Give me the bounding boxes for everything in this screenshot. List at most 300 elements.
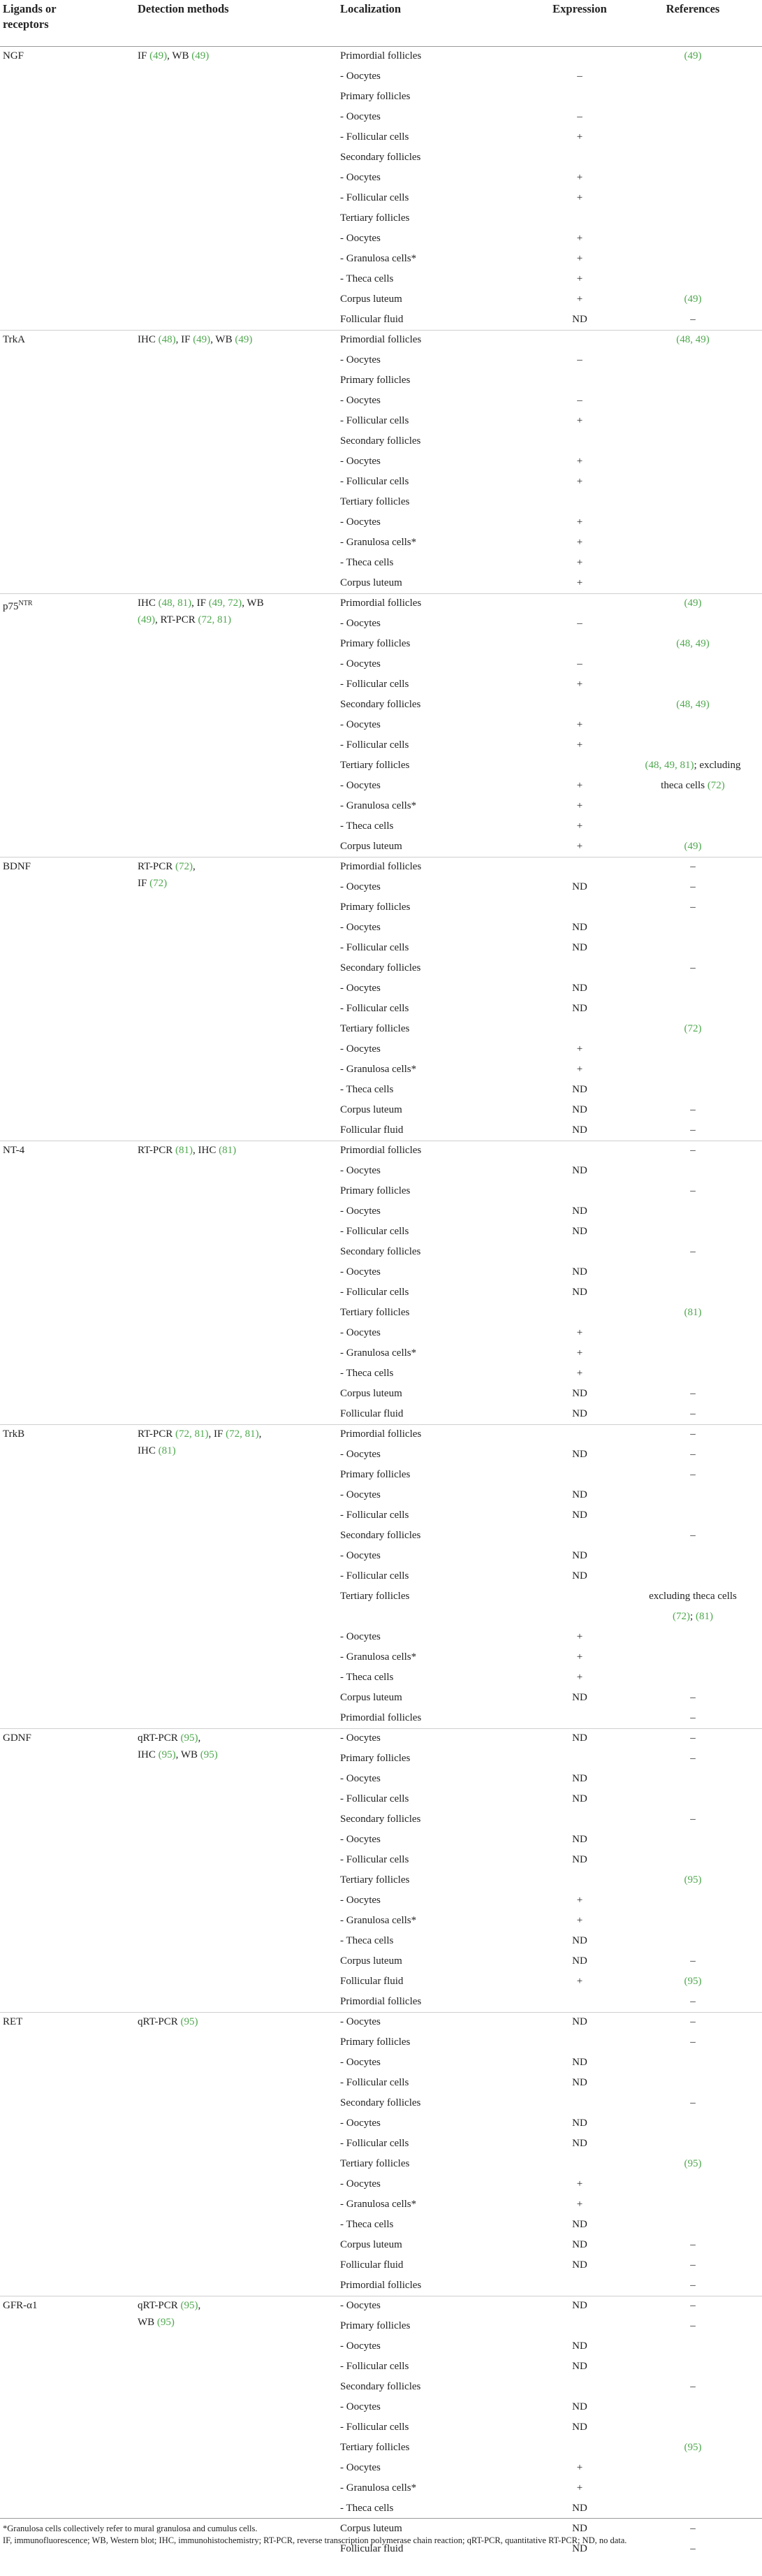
- reference-text: IF: [138, 50, 150, 61]
- table-row: [0, 1566, 762, 1586]
- citation-link[interactable]: (95): [684, 1874, 702, 1886]
- expression-cell: +: [576, 1672, 583, 1683]
- table-row: [0, 1850, 762, 1870]
- table-row: [0, 1201, 762, 1222]
- localization-cell: - Oocytes: [340, 1895, 381, 1906]
- citation-link[interactable]: (49): [193, 334, 211, 345]
- ligand-name: BDNF: [3, 861, 31, 872]
- localization-cell: - Theca cells: [340, 2503, 394, 2514]
- reference-text: , IHC: [193, 1145, 219, 1156]
- table-row: [0, 1445, 762, 1465]
- expression-cell: ND: [572, 1165, 587, 1176]
- expression-cell: ND: [572, 2239, 587, 2250]
- localization-cell: - Oocytes: [340, 719, 381, 730]
- localization-cell: Secondary follicles: [340, 435, 421, 447]
- reference-text: RT-PCR: [138, 1428, 175, 1440]
- references-cell: [624, 857, 762, 877]
- localization-cell: Corpus luteum: [340, 1388, 402, 1399]
- table-row: [0, 1890, 762, 1911]
- localization-cell: Primary follicles: [340, 2320, 411, 2331]
- reference-text: –: [690, 1955, 696, 1967]
- citation-link[interactable]: (95): [180, 1732, 198, 1744]
- reference-text: –: [690, 2239, 696, 2250]
- references-cell: [624, 776, 762, 796]
- localization-cell: - Theca cells: [340, 273, 394, 284]
- expression-cell: ND: [572, 1124, 587, 1136]
- references-cell: [624, 1242, 762, 1262]
- localization-cell: Secondary follicles: [340, 152, 421, 163]
- citation-link[interactable]: (48, 49): [676, 334, 710, 345]
- detection-methods: [138, 2012, 340, 2032]
- table-row: [0, 431, 762, 451]
- localization-cell: - Follicular cells: [340, 2361, 409, 2372]
- references-cell: [624, 1384, 762, 1404]
- expression-cell: +: [576, 820, 583, 832]
- citation-link[interactable]: (95): [180, 2300, 198, 2311]
- citation-link[interactable]: (81): [175, 1145, 193, 1156]
- localization-cell: - Follicular cells: [340, 1226, 409, 1237]
- localization-cell: - Granulosa cells*: [340, 1915, 417, 1926]
- expression-cell: +: [576, 1651, 583, 1663]
- citation-link[interactable]: (49): [684, 50, 702, 61]
- footnote-abbreviations: IF, immunofluorescence; WB, Western blot; IHC, immunohistochemistry; RT-PCR, reverse transcription polymerase chain reaction; qRT-PCR, quantitative RT-PCR; ND, no data.: [3, 2535, 627, 2545]
- localization-cell: Primordial follicles: [340, 1428, 422, 1440]
- citation-link[interactable]: (81): [684, 1307, 702, 1318]
- ligand-name: TrkA: [3, 334, 25, 345]
- expression-cell: ND: [572, 2422, 587, 2433]
- reference-text: –: [690, 1185, 696, 1196]
- table-row: [0, 999, 762, 1019]
- expression-cell: ND: [572, 1287, 587, 1298]
- ligand-name: NGF: [3, 50, 24, 61]
- header-ligands-line2: receptors: [3, 17, 49, 31]
- table-row: [0, 229, 762, 249]
- reference-text: –: [690, 2320, 696, 2331]
- reference-text: RT-PCR: [138, 861, 175, 872]
- localization-cell: - Follicular cells: [340, 739, 409, 751]
- reference-text: –: [690, 962, 696, 974]
- reference-text: , IF: [175, 334, 193, 345]
- ligand-name: $p75^{NTR}$: [3, 600, 33, 612]
- table-row: [0, 2255, 762, 2275]
- expression-cell: ND: [572, 1935, 587, 1946]
- references-cell: [624, 1749, 762, 1769]
- table-row: [0, 1809, 762, 1830]
- expression-cell: +: [576, 1976, 583, 1987]
- citation-link[interactable]: (72): [149, 878, 168, 889]
- reference-text: , WB: [167, 50, 192, 61]
- detection-methods: [138, 1745, 340, 1765]
- localization-cell: - Follicular cells: [340, 1003, 409, 1014]
- localization-cell: - Follicular cells: [340, 1793, 409, 1804]
- localization-cell: Primordial follicles: [340, 334, 422, 345]
- table-row: [0, 1161, 762, 1181]
- table-row: [0, 168, 762, 188]
- expression-cell: +: [576, 1631, 583, 1642]
- localization-cell: - Oocytes: [340, 111, 381, 122]
- table-row: [0, 1688, 762, 1708]
- reference-text: RT-PCR: [138, 1145, 175, 1156]
- localization-cell: - Oocytes: [340, 1550, 381, 1561]
- citation-link[interactable]: (49): [191, 50, 210, 61]
- localization-cell: Primary follicles: [340, 638, 411, 649]
- localization-cell: - Granulosa cells*: [340, 1064, 417, 1075]
- citation-link[interactable]: (48): [158, 334, 176, 345]
- citation-link[interactable]: (48, 49, 81): [645, 760, 694, 771]
- localization-cell: - Oocytes: [340, 172, 381, 183]
- header-ligands-line1: Ligands or: [3, 2, 57, 15]
- expression-cell: ND: [572, 2077, 587, 2088]
- localization-cell: - Oocytes: [340, 1266, 381, 1278]
- table-row: [0, 2275, 762, 2296]
- references-cell: [624, 1445, 762, 1465]
- reference-text: , WB: [210, 334, 235, 345]
- references-cell: [624, 330, 762, 350]
- table-footnote: [3, 2523, 757, 2547]
- table-row: [0, 350, 762, 370]
- expression-cell: +: [576, 1915, 583, 1926]
- localization-cell: - Oocytes: [340, 1206, 381, 1217]
- localization-cell: Tertiary follicles: [340, 1023, 410, 1034]
- table-row: [0, 1971, 762, 1992]
- table-row: [0, 269, 762, 289]
- reference-text: qRT-PCR: [138, 2300, 181, 2311]
- localization-cell: - Follicular cells: [340, 2422, 409, 2433]
- localization-cell: - Theca cells: [340, 1084, 394, 1095]
- localization-cell: - Granulosa cells*: [340, 1347, 417, 1359]
- reference-text: ,: [198, 1732, 201, 1744]
- reference-text: , WB: [242, 598, 264, 609]
- citation-link[interactable]: (81): [695, 1611, 713, 1622]
- table-row: [0, 1769, 762, 1789]
- references-cell: [624, 1100, 762, 1120]
- table-row: [0, 1647, 762, 1667]
- header-detection: Detection methods: [138, 2, 229, 15]
- localization-cell: - Granulosa cells*: [340, 2482, 417, 2494]
- citation-link[interactable]: (49): [684, 841, 702, 852]
- localization-cell: - Oocytes: [340, 2178, 381, 2190]
- table-row: [0, 1708, 762, 1729]
- localization-cell: Corpus luteum: [340, 1104, 402, 1115]
- table-row: [0, 897, 762, 918]
- citation-link[interactable]: (95): [156, 2317, 175, 2328]
- table-row: [0, 1911, 762, 1931]
- localization-cell: Primary follicles: [340, 1469, 411, 1480]
- references-cell: [624, 2032, 762, 2053]
- ligand-name: GDNF: [3, 1732, 31, 1744]
- citation-link[interactable]: (49): [684, 598, 702, 609]
- reference-text: –: [690, 1530, 696, 1541]
- localization-cell: Secondary follicles: [340, 1530, 421, 1541]
- reference-text: IHC: [138, 598, 159, 609]
- table-row: [0, 1526, 762, 1546]
- detection-methods: [138, 874, 340, 894]
- localization-cell: - Follicular cells: [340, 679, 409, 690]
- localization-cell: Primary follicles: [340, 91, 411, 102]
- reference-text: –: [690, 1408, 696, 1419]
- citation-link[interactable]: (72, 81): [198, 614, 231, 625]
- localization-cell: Corpus luteum: [340, 294, 402, 305]
- table-row: [0, 188, 762, 208]
- localization-cell: Secondary follicles: [340, 1246, 421, 1257]
- table-row: [0, 553, 762, 573]
- localization-cell: Primordial follicles: [340, 1996, 422, 2007]
- expression-cell: ND: [572, 2543, 587, 2554]
- expression-cell: ND: [572, 1692, 587, 1703]
- expression-cell: +: [576, 1043, 583, 1055]
- citation-link[interactable]: (49): [149, 50, 168, 61]
- expression-cell: +: [576, 1064, 583, 1075]
- expression-cell: ND: [572, 2300, 587, 2311]
- expression-cell: ND: [572, 1084, 587, 1095]
- citation-link[interactable]: (72): [673, 1611, 691, 1622]
- table-row: [0, 1303, 762, 1323]
- expression-cell: +: [576, 739, 583, 751]
- expression-cell: +: [576, 192, 583, 203]
- localization-cell: - Oocytes: [340, 618, 381, 629]
- citation-link[interactable]: (95): [684, 1976, 702, 1987]
- table-row: [0, 674, 762, 695]
- localization-cell: - Follicular cells: [340, 942, 409, 953]
- citation-link[interactable]: (95): [180, 2016, 198, 2027]
- localization-cell: Secondary follicles: [340, 2097, 421, 2108]
- expression-cell: –: [577, 111, 583, 122]
- citation-link[interactable]: (48, 49): [676, 699, 710, 710]
- table-row: [0, 2053, 762, 2073]
- citation-link[interactable]: (49): [684, 294, 702, 305]
- localization-cell: - Granulosa cells*: [340, 1651, 417, 1663]
- citation-link[interactable]: (72): [707, 780, 725, 791]
- table-row: [0, 1667, 762, 1688]
- localization-cell: - Oocytes: [340, 658, 381, 670]
- references-cell: [624, 2255, 762, 2275]
- localization-cell: Primordial follicles: [340, 2280, 422, 2291]
- table-row: [0, 2154, 762, 2174]
- expression-cell: ND: [572, 1388, 587, 1399]
- reference-text: , IF: [208, 1428, 226, 1440]
- references-cell: [624, 755, 762, 776]
- footnote-rule: [0, 2518, 762, 2519]
- table-row: [0, 1465, 762, 1485]
- reference-text: –: [690, 1449, 696, 1460]
- references-cell: [624, 1951, 762, 1971]
- references-cell: [624, 958, 762, 978]
- table-row: [0, 1627, 762, 1647]
- table-row: [0, 1992, 762, 2013]
- header-localization: Localization: [340, 2, 402, 15]
- table-row: [0, 249, 762, 269]
- expression-cell: +: [576, 1347, 583, 1359]
- citation-link[interactable]: (95): [684, 2158, 702, 2169]
- citation-link[interactable]: (95): [158, 1749, 176, 1760]
- table-row: [0, 370, 762, 391]
- expression-cell: +: [576, 2462, 583, 2473]
- localization-cell: - Granulosa cells*: [340, 2199, 417, 2210]
- expression-cell: ND: [572, 1408, 587, 1419]
- citation-link[interactable]: (48, 49): [676, 638, 710, 649]
- localization-cell: - Oocytes: [340, 2340, 381, 2352]
- localization-cell: - Oocytes: [340, 881, 381, 892]
- table-row: [0, 978, 762, 999]
- table-row: [0, 391, 762, 411]
- table-row: [0, 1607, 762, 1627]
- localization-cell: Primordial follicles: [340, 1712, 422, 1723]
- citation-link[interactable]: (72): [684, 1023, 702, 1034]
- expression-cell: +: [576, 1368, 583, 1379]
- reference-text: qRT-PCR: [138, 2016, 181, 2027]
- citation-link[interactable]: (72, 81): [226, 1428, 259, 1440]
- reference-text: –: [690, 1732, 696, 1744]
- localization-cell: Follicular fluid: [340, 1408, 404, 1419]
- table-row: [0, 2478, 762, 2498]
- table-row: [0, 634, 762, 654]
- expression-cell: ND: [572, 1489, 587, 1500]
- reference-text: –: [690, 1104, 696, 1115]
- table-row: [0, 492, 762, 512]
- expression-cell: ND: [572, 983, 587, 994]
- localization-cell: - Oocytes: [340, 1631, 381, 1642]
- expression-cell: ND: [572, 1104, 587, 1115]
- expression-cell: +: [576, 131, 583, 143]
- table-row: [0, 695, 762, 715]
- references-cell: [624, 310, 762, 330]
- table-row: [0, 208, 762, 229]
- localization-cell: - Oocytes: [340, 233, 381, 244]
- localization-cell: - Oocytes: [340, 456, 381, 467]
- expression-cell: ND: [572, 2138, 587, 2149]
- expression-cell: ND: [572, 942, 587, 953]
- expression-cell: ND: [572, 2016, 587, 2027]
- expression-cell: +: [576, 273, 583, 284]
- table-row: [0, 1546, 762, 1566]
- reference-text: IHC: [138, 1445, 159, 1456]
- expression-cell: –: [577, 354, 583, 366]
- table-row: [0, 1870, 762, 1890]
- expression-cell: +: [576, 516, 583, 528]
- references-cell: [624, 837, 762, 857]
- references-cell: [624, 1404, 762, 1424]
- table-row: [0, 2417, 762, 2438]
- table-row: [0, 310, 762, 331]
- table-row: [0, 2032, 762, 2053]
- citation-link[interactable]: (95): [684, 2442, 702, 2453]
- localization-cell: - Oocytes: [340, 1449, 381, 1460]
- references-cell: [624, 289, 762, 310]
- localization-cell: - Oocytes: [340, 1327, 381, 1338]
- localization-cell: - Oocytes: [340, 780, 381, 791]
- table-row: [0, 1586, 762, 1607]
- localization-cell: Corpus luteum: [340, 841, 402, 852]
- localization-cell: Corpus luteum: [340, 1955, 402, 1967]
- reference-text: IHC: [138, 334, 159, 345]
- table-row: [0, 2134, 762, 2154]
- table-row: [0, 2194, 762, 2215]
- citation-link[interactable]: (81): [219, 1145, 237, 1156]
- table-row: [0, 1485, 762, 1505]
- localization-cell: Tertiary follicles: [340, 760, 410, 771]
- localization-cell: - Oocytes: [340, 2401, 381, 2412]
- citation-link[interactable]: (49): [138, 614, 155, 625]
- table-row: [0, 127, 762, 147]
- references-cell: [624, 2093, 762, 2113]
- table-row: [0, 1505, 762, 1526]
- reference-text: –: [690, 1246, 696, 1257]
- references-cell: [624, 634, 762, 654]
- localization-cell: Tertiary follicles: [340, 1874, 410, 1886]
- expression-cell: +: [576, 1327, 583, 1338]
- citation-link[interactable]: (81): [158, 1445, 176, 1456]
- localization-cell: Follicular fluid: [340, 2543, 404, 2554]
- expression-cell: +: [576, 2178, 583, 2190]
- expression-cell: ND: [572, 1550, 587, 1561]
- citation-link[interactable]: (72, 81): [175, 1428, 209, 1440]
- expression-cell: +: [576, 2199, 583, 2210]
- expression-cell: +: [576, 1895, 583, 1906]
- citation-link[interactable]: (72): [175, 861, 193, 872]
- localization-cell: - Follicular cells: [340, 1287, 409, 1298]
- references-cell: [624, 1688, 762, 1708]
- references-cell: [624, 1809, 762, 1830]
- table-row: [0, 2093, 762, 2113]
- localization-cell: Follicular fluid: [340, 1976, 404, 1987]
- table-row: [0, 1080, 762, 1100]
- table-row: [0, 837, 762, 858]
- localization-cell: Primary follicles: [340, 375, 411, 386]
- citation-link[interactable]: (95): [200, 1749, 218, 1760]
- localization-cell: - Follicular cells: [340, 1510, 409, 1521]
- expression-cell: ND: [572, 1226, 587, 1237]
- localization-cell: Tertiary follicles: [340, 1307, 410, 1318]
- table-row: [0, 1282, 762, 1303]
- reference-text: , RT-PCR: [155, 614, 198, 625]
- citation-link[interactable]: (49, 72): [208, 598, 242, 609]
- localization-cell: Tertiary follicles: [340, 1591, 410, 1602]
- references-cell: [624, 2377, 762, 2397]
- localization-cell: - Oocytes: [340, 2462, 381, 2473]
- expression-cell: ND: [572, 922, 587, 933]
- citation-link[interactable]: (48, 81): [158, 598, 192, 609]
- localization-cell: - Oocytes: [340, 2118, 381, 2129]
- localization-cell: Follicular fluid: [340, 314, 404, 325]
- expression-cell: –: [577, 395, 583, 406]
- references-cell: [624, 1141, 762, 1161]
- table-row: [0, 1931, 762, 1951]
- table-row: [0, 1830, 762, 1850]
- localization-cell: Corpus luteum: [340, 1692, 402, 1703]
- localization-cell: - Follicular cells: [340, 131, 409, 143]
- reference-text: –: [690, 1428, 696, 1440]
- table-row: [0, 735, 762, 755]
- expression-cell: +: [576, 719, 583, 730]
- localization-cell: - Granulosa cells*: [340, 800, 417, 811]
- table-row: [0, 1363, 762, 1384]
- table-row: [0, 1222, 762, 1242]
- references-cell: [624, 1120, 762, 1141]
- table-row: [0, 958, 762, 978]
- expression-cell: ND: [572, 1955, 587, 1967]
- localization-cell: Primary follicles: [340, 902, 411, 913]
- table-row: [0, 2215, 762, 2235]
- localization-cell: - Oocytes: [340, 354, 381, 366]
- expression-cell: ND: [572, 1003, 587, 1014]
- reference-text: –: [690, 1814, 696, 1825]
- localization-cell: Primordial follicles: [340, 598, 422, 609]
- reference-text: –: [690, 1388, 696, 1399]
- table-row: [0, 2377, 762, 2397]
- expression-cell: ND: [572, 1510, 587, 1521]
- reference-text: –: [690, 2543, 696, 2554]
- citation-link[interactable]: (49): [235, 334, 253, 345]
